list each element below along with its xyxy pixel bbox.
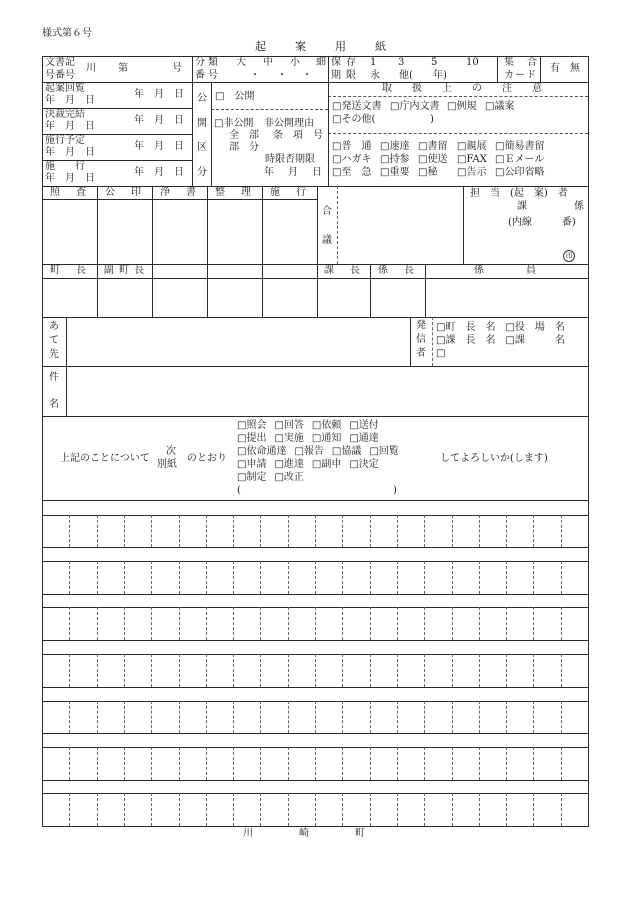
grid-dashed-divider	[179, 747, 180, 780]
grid-dashed-divider	[506, 561, 507, 594]
grid-dashed-divider	[479, 515, 480, 547]
rule-line	[42, 594, 588, 595]
grid-dashed-divider	[233, 701, 234, 733]
grid-dashed-divider	[233, 607, 234, 640]
review-column-header: 浄 書	[160, 187, 199, 198]
grid-dashed-divider	[533, 747, 534, 780]
grid-dashed-divider	[124, 793, 125, 826]
request-as-follows: のとおり	[187, 453, 227, 464]
grid-dashed-divider	[233, 793, 234, 826]
grid-dashed-divider	[370, 701, 371, 733]
grid-dashed-divider	[151, 607, 152, 640]
request-option: □送付	[349, 420, 379, 431]
rule-line	[497, 56, 498, 82]
grid-dashed-divider	[233, 561, 234, 594]
grid-dashed-divider	[479, 793, 480, 826]
grid-dashed-divider	[370, 607, 371, 640]
rule-line	[262, 264, 263, 317]
request-option: □回答	[274, 420, 304, 431]
review-column-header: 公 印	[105, 187, 144, 198]
grid-dashed-divider	[97, 793, 98, 826]
grid-dashed-divider	[424, 515, 425, 547]
request-option: □進達	[274, 459, 304, 470]
date-row-sub: 年 月 日	[45, 173, 95, 184]
grid-dashed-divider	[342, 793, 343, 826]
grid-dashed-divider	[288, 607, 289, 640]
seal-icon: 印	[563, 250, 575, 262]
officer-unit: 係	[574, 201, 584, 212]
sender-label: 発	[416, 320, 426, 331]
handling-method: □親展	[457, 141, 487, 152]
rule-line	[42, 780, 588, 781]
grid-dashed-divider	[424, 701, 425, 733]
grid-dashed-divider	[206, 654, 207, 687]
grid-dashed-divider	[397, 515, 398, 547]
grid-dashed-divider	[479, 561, 480, 594]
grid-dashed-divider	[506, 607, 507, 640]
grid-dashed-divider	[342, 515, 343, 547]
grid-dashed-divider	[179, 561, 180, 594]
grid-dashed-divider	[206, 561, 207, 594]
grid-dashed-divider	[97, 701, 98, 733]
grid-dashed-divider	[397, 654, 398, 687]
request-option: □副申	[311, 459, 342, 470]
grid-dashed-divider	[233, 515, 234, 547]
footer-town-name: 川 崎 町	[243, 828, 369, 839]
address-label: あ	[49, 321, 59, 332]
classification-level: 大	[236, 57, 246, 68]
grid-dashed-divider	[97, 747, 98, 780]
dashed-rule-line	[337, 186, 338, 264]
form-title: 起 案 用 紙	[255, 40, 395, 53]
grid-dashed-divider	[370, 515, 371, 547]
grid-dashed-divider	[69, 607, 70, 640]
grid-dashed-divider	[97, 654, 98, 687]
request-other: )	[393, 485, 397, 496]
rule-line	[42, 547, 588, 548]
request-option-row	[237, 459, 379, 471]
rule-line	[211, 82, 212, 186]
classification-label: 番号	[195, 70, 221, 81]
rule-line	[42, 687, 588, 688]
disclosure-private-option: □非公開	[214, 118, 254, 129]
request-prefix: 上記のことについて	[60, 453, 150, 464]
rule-line	[192, 56, 193, 82]
handling-method: □重要	[380, 167, 410, 178]
classification-dot: ・	[250, 70, 260, 81]
grid-dashed-divider	[124, 747, 125, 780]
grid-dashed-divider	[424, 793, 425, 826]
grid-dashed-divider	[124, 607, 125, 640]
handling-doc-type: □例規	[447, 101, 477, 112]
rule-line	[42, 500, 588, 501]
request-next: 次	[166, 446, 176, 457]
grid-dashed-divider	[124, 561, 125, 594]
grid-dashed-divider	[533, 561, 534, 594]
request-option: □報告	[294, 446, 324, 457]
request-option-row	[237, 472, 304, 484]
request-attached: 別紙	[157, 459, 177, 470]
retention-other: 他(	[399, 70, 413, 81]
request-option-row	[237, 420, 379, 432]
grid-dashed-divider	[561, 654, 562, 687]
approver-section-chief: 課 長	[324, 265, 363, 276]
grid-dashed-divider	[561, 793, 562, 826]
retention-year: 10	[466, 57, 479, 68]
handling-method: □速達	[380, 141, 410, 152]
grid-dashed-divider	[233, 654, 234, 687]
sender-label: 者	[416, 348, 426, 359]
rule-line	[410, 317, 411, 366]
date-row-sub: 年 月 日	[45, 95, 95, 106]
sender-label: 信	[416, 334, 426, 345]
grid-dashed-divider	[452, 747, 453, 780]
disclosure-partial: 部 分	[229, 142, 259, 153]
disclosure-reason-label: 非公開理由	[264, 118, 314, 129]
address-label: て	[49, 335, 59, 346]
review-column-header: 施 行	[270, 187, 309, 198]
date-row-value: 年 月 日	[134, 167, 184, 178]
grid-dashed-divider	[97, 607, 98, 640]
dashed-rule-line	[211, 109, 328, 110]
grid-dashed-divider	[206, 701, 207, 733]
grid-dashed-divider	[206, 607, 207, 640]
grid-dashed-divider	[151, 654, 152, 687]
handling-method: □ハガキ	[332, 154, 372, 165]
consultation-label: 合	[322, 206, 332, 217]
date-row-value: 年 月 日	[134, 115, 184, 126]
request-option: □決定	[349, 459, 379, 470]
subject-label: 件	[49, 372, 59, 383]
disclosure-label: 開	[197, 118, 207, 129]
handling-other: )	[430, 114, 434, 125]
request-option: □依命通達	[237, 446, 287, 457]
retention-permanent: 永	[370, 70, 380, 81]
grid-dashed-divider	[97, 515, 98, 547]
grid-dashed-divider	[452, 607, 453, 640]
grid-dashed-divider	[370, 793, 371, 826]
grid-dashed-divider	[151, 747, 152, 780]
grid-dashed-divider	[506, 515, 507, 547]
grid-dashed-divider	[179, 793, 180, 826]
handling-method: □Ｅメール	[495, 154, 545, 165]
collective-card-label: カード	[504, 70, 537, 81]
classification-level: 細	[316, 57, 326, 68]
subject-field	[67, 367, 587, 415]
grid-dashed-divider	[533, 515, 534, 547]
rule-line	[42, 278, 588, 279]
handling-method: □簡易書留	[495, 141, 545, 152]
sender-option: □町 長 名 □役 場 名	[436, 322, 565, 333]
grid-dashed-divider	[206, 515, 207, 547]
retention-year: 3	[398, 57, 405, 68]
disclosure-time-limit: 時限否期限	[265, 154, 315, 165]
grid-dashed-divider	[288, 561, 289, 594]
retention-year: 5	[431, 57, 438, 68]
disclosure-date: 年 月 日	[264, 167, 324, 178]
handling-method: □持参	[380, 154, 410, 165]
grid-dashed-divider	[506, 793, 507, 826]
approver-unit-chief: 係 長	[378, 265, 417, 276]
doc-number-dai: 第	[118, 63, 128, 74]
request-option-row	[237, 433, 379, 445]
disclosure-all: 全 部	[229, 130, 259, 141]
grid-dashed-divider	[452, 561, 453, 594]
grid-dashed-divider	[342, 747, 343, 780]
rule-line	[42, 199, 317, 200]
classification-dot: ・	[277, 70, 287, 81]
grid-dashed-divider	[260, 561, 261, 594]
retention-year: 1	[370, 57, 377, 68]
disclosure-label: 公	[197, 93, 207, 104]
grid-dashed-divider	[561, 561, 562, 594]
grid-dashed-divider	[260, 747, 261, 780]
date-row-label: 施 行	[45, 161, 85, 172]
grid-dashed-divider	[397, 701, 398, 733]
classification-level: 小	[290, 57, 300, 68]
disclosure-label: 分	[197, 167, 207, 178]
grid-dashed-divider	[397, 607, 398, 640]
grid-dashed-divider	[533, 607, 534, 640]
grid-dashed-divider	[424, 747, 425, 780]
grid-dashed-divider	[342, 654, 343, 687]
grid-dashed-divider	[260, 701, 261, 733]
grid-dashed-divider	[179, 701, 180, 733]
rule-line	[328, 82, 329, 186]
grid-dashed-divider	[288, 793, 289, 826]
grid-dashed-divider	[506, 654, 507, 687]
rule-line	[463, 186, 464, 264]
grid-dashed-divider	[561, 607, 562, 640]
grid-dashed-divider	[315, 654, 316, 687]
doc-number-go: 号	[172, 63, 182, 74]
consultation-label: 議	[322, 235, 332, 246]
grid-dashed-divider	[479, 654, 480, 687]
grid-dashed-divider	[69, 793, 70, 826]
request-option: □通達	[349, 433, 379, 444]
grid-dashed-divider	[315, 561, 316, 594]
rule-line	[42, 416, 588, 417]
handling-method: □告示	[457, 167, 487, 178]
grid-dashed-divider	[452, 515, 453, 547]
classification-level: 中	[263, 57, 273, 68]
officer-label: 担 当 (起 案) 者	[470, 188, 568, 199]
request-suffix: してよろしいか(します)	[440, 453, 548, 464]
retention-other: 年)	[433, 70, 447, 81]
approver-mayor: 町 長	[50, 265, 89, 276]
disclosure-clause: 条 項 号	[273, 130, 323, 141]
grid-dashed-divider	[561, 701, 562, 733]
dashed-rule-line	[328, 96, 588, 97]
grid-dashed-divider	[561, 747, 562, 780]
date-row-sub: 年 月 日	[45, 121, 95, 132]
grid-dashed-divider	[424, 561, 425, 594]
officer-extension: (内線 番)	[508, 217, 576, 228]
request-option: □改正	[274, 472, 304, 483]
handling-method: □使送	[418, 154, 448, 165]
review-column-header: 照 査	[50, 187, 89, 198]
rule-line	[207, 264, 208, 317]
rule-line	[328, 56, 329, 82]
grid-dashed-divider	[151, 701, 152, 733]
grid-dashed-divider	[452, 701, 453, 733]
request-other: (	[237, 485, 241, 496]
grid-dashed-divider	[124, 654, 125, 687]
grid-dashed-divider	[260, 654, 261, 687]
grid-dashed-divider	[288, 515, 289, 547]
grid-dashed-divider	[342, 561, 343, 594]
grid-dashed-divider	[69, 561, 70, 594]
grid-dashed-divider	[179, 515, 180, 547]
rule-line	[42, 733, 588, 734]
handling-method: □普 通	[332, 141, 372, 152]
grid-dashed-divider	[69, 701, 70, 733]
handling-doc-type: □庁内文書	[390, 101, 440, 112]
date-row-sub: 年 月 日	[45, 147, 95, 158]
grid-dashed-divider	[151, 561, 152, 594]
request-option: □依頼	[311, 420, 342, 431]
handling-other: □その他(	[332, 114, 376, 125]
handling-title: 取 扱 上 の 注 意	[382, 83, 547, 94]
grid-dashed-divider	[206, 747, 207, 780]
grid-dashed-divider	[533, 654, 534, 687]
grid-dashed-divider	[315, 793, 316, 826]
request-option: □制定	[237, 472, 267, 483]
grid-dashed-divider	[424, 607, 425, 640]
handling-method: □書留	[418, 141, 448, 152]
classification-dot: ・	[302, 70, 312, 81]
request-option: □申請	[237, 459, 267, 470]
grid-dashed-divider	[315, 515, 316, 547]
grid-dashed-divider	[151, 515, 152, 547]
handling-method: □秘	[418, 167, 438, 178]
doc-number-label: 号番号	[45, 70, 75, 81]
grid-dashed-divider	[124, 701, 125, 733]
grid-dashed-divider	[452, 793, 453, 826]
grid-dashed-divider	[397, 747, 398, 780]
grid-dashed-divider	[69, 654, 70, 687]
date-row-value: 年 月 日	[134, 141, 184, 152]
address-label: 先	[49, 349, 59, 360]
grid-dashed-divider	[69, 515, 70, 547]
request-option: □協議	[331, 446, 362, 457]
grid-dashed-divider	[479, 607, 480, 640]
grid-dashed-divider	[288, 654, 289, 687]
dashed-rule-line	[432, 317, 433, 366]
grid-dashed-divider	[124, 515, 125, 547]
grid-dashed-divider	[206, 793, 207, 826]
request-option: □回覧	[369, 446, 399, 457]
grid-dashed-divider	[452, 654, 453, 687]
date-row-label: 施行予定	[45, 135, 85, 146]
grid-dashed-divider	[315, 747, 316, 780]
handling-method: □公印省略	[495, 167, 545, 178]
disclosure-public-option: □ 公開	[215, 91, 255, 102]
grid-dashed-divider	[533, 793, 534, 826]
grid-dashed-divider	[370, 747, 371, 780]
date-row-label: 起案回覧	[45, 83, 85, 94]
collective-card-options: 有 無	[550, 63, 580, 74]
grid-dashed-divider	[97, 561, 98, 594]
grid-dashed-divider	[561, 515, 562, 547]
request-option: □照会	[237, 420, 267, 431]
grid-dashed-divider	[370, 561, 371, 594]
dashed-rule-line	[328, 133, 588, 134]
sender-option: □	[436, 348, 446, 359]
handling-doc-type: □発送文書	[332, 101, 382, 112]
doc-number-label: 文書記	[45, 57, 75, 68]
sender-option: □課 長 名 □課 名	[436, 335, 565, 346]
officer-section: 課	[517, 201, 527, 212]
doc-number-town: 川	[86, 63, 96, 74]
grid-dashed-divider	[370, 654, 371, 687]
address-field	[67, 318, 409, 365]
review-column-header: 整 理	[215, 187, 254, 198]
classification-label: 分類	[195, 57, 221, 68]
retention-label: 保存	[331, 57, 361, 68]
grid-dashed-divider	[179, 654, 180, 687]
grid-dashed-divider	[151, 793, 152, 826]
grid-dashed-divider	[260, 607, 261, 640]
grid-dashed-divider	[260, 793, 261, 826]
grid-dashed-divider	[288, 747, 289, 780]
grid-dashed-divider	[397, 561, 398, 594]
request-option: □実施	[274, 433, 304, 444]
rule-line	[317, 186, 318, 264]
request-option-row	[237, 446, 399, 458]
grid-dashed-divider	[479, 701, 480, 733]
grid-dashed-divider	[179, 607, 180, 640]
grid-dashed-divider	[424, 654, 425, 687]
grid-dashed-divider	[69, 747, 70, 780]
handling-doc-type: □議案	[485, 101, 515, 112]
handling-method: □FAX	[457, 154, 487, 165]
grid-dashed-divider	[288, 701, 289, 733]
grid-dashed-divider	[260, 515, 261, 547]
grid-dashed-divider	[342, 701, 343, 733]
collective-card-label: 集合	[504, 57, 550, 68]
grid-dashed-divider	[506, 701, 507, 733]
disclosure-label: 区	[197, 142, 207, 153]
handling-method: □至 急	[332, 167, 372, 178]
grid-dashed-divider	[397, 793, 398, 826]
request-option: □提出	[237, 433, 267, 444]
rule-line	[152, 264, 153, 317]
grid-dashed-divider	[506, 747, 507, 780]
grid-dashed-divider	[315, 701, 316, 733]
request-option: □通知	[311, 433, 342, 444]
grid-dashed-divider	[233, 747, 234, 780]
rule-line	[42, 640, 588, 641]
grid-dashed-divider	[533, 701, 534, 733]
grid-dashed-divider	[342, 607, 343, 640]
approver-staff: 係 員	[474, 265, 539, 276]
grid-dashed-divider	[315, 607, 316, 640]
date-row-value: 年 月 日	[134, 89, 184, 100]
approver-deputy-mayor: 副 町 長	[103, 265, 146, 276]
subject-label: 名	[49, 399, 59, 410]
grid-dashed-divider	[479, 747, 480, 780]
rule-line	[192, 82, 193, 186]
retention-label: 期限	[331, 70, 361, 81]
date-row-label: 決裁完結	[45, 109, 85, 120]
form-number: 様式第６号	[42, 28, 92, 39]
